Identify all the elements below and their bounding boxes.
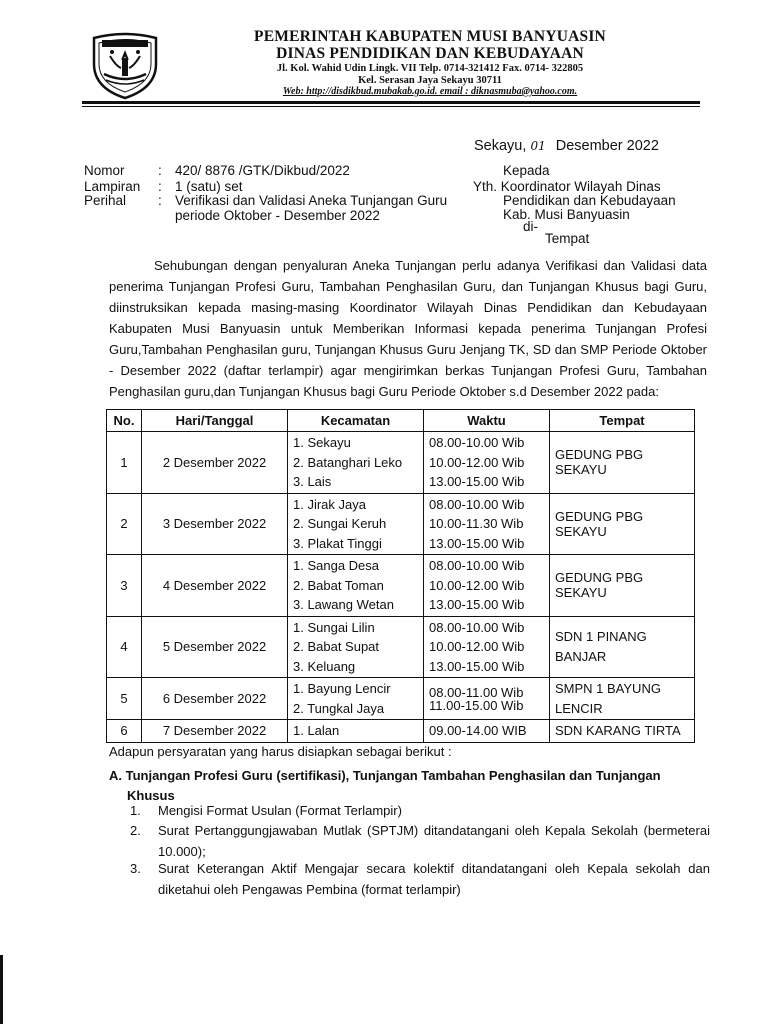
cell-tempat xyxy=(550,678,695,720)
cell-tempat xyxy=(550,493,695,555)
cell-kecamatan xyxy=(288,493,424,555)
cell-day: 3 Desember 2022 xyxy=(142,493,288,555)
cell-day: 6 Desember 2022 xyxy=(142,678,288,720)
requirement-text: Mengisi Format Usulan (Format Terlampir) xyxy=(158,803,402,818)
cell-no: 3 xyxy=(107,555,142,617)
waktu-item: 10.00-12.00 Wib xyxy=(429,577,525,593)
cell-day: 4 Desember 2022 xyxy=(142,555,288,617)
section-a-line2: Khusus xyxy=(127,788,175,803)
recipient-line2: Pendidikan dan Kebudayaan xyxy=(503,193,676,208)
kecamatan-item: 2. Babat Toman xyxy=(293,577,384,593)
meta-label-perihal: Perihal xyxy=(84,193,127,208)
waktu-item: 08.00-10.00 Wib xyxy=(429,619,525,635)
letterhead-address: Jl. Kol. Wahid Udin Lingk. VII Telp. 0714-321412 Fax. 0714- 322805 xyxy=(276,63,584,74)
kecamatan-item: 1. Sekayu xyxy=(293,435,351,450)
col-header-waktu: Waktu xyxy=(424,410,550,432)
letter-date xyxy=(474,138,659,154)
waktu-item: 08.00-10.00 Wib xyxy=(429,435,525,450)
letterhead-rule-thin xyxy=(82,106,700,107)
col-header-no: No. xyxy=(107,410,142,432)
cell-no: 2 xyxy=(107,493,142,555)
kecamatan-item: 3. Plakat Tinggi xyxy=(293,535,382,551)
cell-kecamatan xyxy=(288,555,424,617)
requirement-item xyxy=(130,858,710,900)
waktu-item: 08.00-10.00 Wib xyxy=(429,558,525,573)
waktu-item: 13.00-15.00 Wib xyxy=(429,597,525,612)
letterhead-department: DINAS PENDIDIKAN DAN KEBUDAYAAN xyxy=(276,45,584,62)
kecamatan-item: 3. Lawang Wetan xyxy=(293,597,394,612)
letterhead-rule xyxy=(82,101,700,104)
cell-day: 7 Desember 2022 xyxy=(142,720,288,743)
regional-emblem-icon xyxy=(88,30,162,100)
cell-day: 2 Desember 2022 xyxy=(142,432,288,494)
col-header-tempat: Tempat xyxy=(550,410,695,432)
date-day: 01 xyxy=(530,139,546,153)
cell-waktu xyxy=(424,555,550,617)
section-a-line1: A. Tunjangan Profesi Guru (sertifikasi), Tunjangan Tambahan Penghasilan dan Tunjangan xyxy=(109,768,661,783)
kecamatan-item: 1. Jirak Jaya xyxy=(293,496,366,512)
meta-colon: : xyxy=(158,193,162,208)
kecamatan-item: 1. Lalan xyxy=(293,723,340,738)
cell-waktu xyxy=(424,493,550,555)
meta-label-nomor: Nomor xyxy=(84,163,125,178)
kecamatan-item: 1. Bayung Lencir xyxy=(293,681,391,696)
cell-tempat xyxy=(550,720,695,743)
kecamatan-item: 2. Tungkal Jaya xyxy=(293,700,385,716)
body-paragraph-text: Sehubungan dengan penyaluran Aneka Tunjangan perlu adanya Verifikasi dan Validasi data penerima Tunjangan Profesi Guru, Tambahan Penghasilan Guru, dan Tunjangan Khusus bagi Guru, diinstruksikan kepada masing-masing Koordinator Wilayah Dinas Pendidikan dan Kebudayaan Kabupaten Musi Banyuasin untuk Memberikan Informasi kepada penerima Tunjangan Profesi Guru,Tambahan Penghasilan guru, Tunjangan Khusus Guru Jenjang TK, SD dan SMP Periode Oktober - Desember 2022 (daftar terlampir) agar mengirimkan berkas Tunjangan Profesi Guru, Tambahan Penghasilan guru,dan Tunjangan Khusus bagi Guru Periode Oktober s.d Desember 2022 pada: xyxy=(109,258,707,399)
requirements-intro: Adapun persyaratan yang harus disiapkan sebagai berikut : xyxy=(109,744,452,759)
cell-kecamatan xyxy=(288,432,424,494)
table-row xyxy=(107,720,695,743)
schedule-table xyxy=(106,409,695,743)
meta-value-nomor: 420/ 8876 /GTK/Dikbud/2022 xyxy=(175,163,350,178)
letterhead-web-link[interactable]: Web: http://disdikbud.mubakab.go.id. email : diknasmuba@yahoo.com. xyxy=(282,86,578,97)
meta-value-perihal: Verifikasi dan Validasi Aneka Tunjangan Guru xyxy=(175,193,448,208)
requirement-item xyxy=(130,800,710,821)
meta-colon: : xyxy=(158,163,162,178)
table-row xyxy=(107,616,695,678)
table-row xyxy=(107,555,695,617)
requirement-number: 3. xyxy=(130,861,141,876)
cell-waktu xyxy=(424,678,550,720)
waktu-item: 08.00-11.00 Wib xyxy=(429,684,524,700)
col-header-day: Hari/Tanggal xyxy=(142,410,288,432)
cell-no: 4 xyxy=(107,616,142,678)
waktu-item: 13.00-15.00 Wib xyxy=(429,474,525,489)
kecamatan-item: 2. Babat Supat xyxy=(293,639,380,654)
body-paragraph xyxy=(109,255,707,402)
waktu-item: 10.00-12.00 Wib xyxy=(429,639,525,654)
cell-kecamatan xyxy=(288,720,424,743)
kecamatan-item: 3. Keluang xyxy=(293,658,356,674)
tempat-line: GEDUNG PBG SEKAYU xyxy=(555,447,644,478)
cell-day: 5 Desember 2022 xyxy=(142,616,288,678)
cell-no: 6 xyxy=(107,720,142,743)
requirement-number: 1. xyxy=(130,803,141,818)
cell-kecamatan xyxy=(288,678,424,720)
col-header-kecamatan: Kecamatan xyxy=(288,410,424,432)
letterhead-government: PEMERINTAH KABUPATEN MUSI BANYUASIN xyxy=(254,28,606,45)
waktu-item: 10.00-11.30 Wib xyxy=(429,516,524,531)
tempat-line: BANJAR xyxy=(555,648,607,664)
requirement-number: 2. xyxy=(130,823,141,838)
recipient-kepada: Kepada xyxy=(503,163,550,178)
recipient-line4: di- xyxy=(523,219,539,234)
cell-kecamatan xyxy=(288,616,424,678)
waktu-item: 11.00-15.00 Wib xyxy=(429,697,524,713)
kecamatan-item: 1. Sanga Desa xyxy=(293,558,380,573)
cell-no: 5 xyxy=(107,678,142,720)
cell-no: 1 xyxy=(107,432,142,494)
table-header-row xyxy=(107,410,695,432)
meta-value-lampiran: 1 (satu) set xyxy=(175,179,243,194)
waktu-item: 13.00-15.00 Wib xyxy=(429,535,525,551)
requirement-text: Surat Keterangan Aktif Mengajar secara kolektif ditandatangani oleh Kepala sekolah dan diketahui oleh Pengawas Pembina (format terlampir) xyxy=(158,861,710,897)
tempat-line: SDN 1 PINANG xyxy=(555,629,647,645)
cell-waktu xyxy=(424,616,550,678)
waktu-item: 09.00-14.00 WIB xyxy=(429,723,527,738)
waktu-item: 10.00-12.00 Wib xyxy=(429,454,525,470)
kecamatan-item: 3. Lais xyxy=(293,474,332,489)
date-place: Sekayu, xyxy=(474,138,527,154)
letterhead-kelurahan: Kel. Serasan Jaya Sekayu 30711 xyxy=(358,75,502,86)
recipient-line5: Tempat xyxy=(545,231,590,246)
meta-label-lampiran: Lampiran xyxy=(84,179,141,194)
table-row xyxy=(107,678,695,720)
waktu-item: 13.00-15.00 Wib xyxy=(429,658,525,674)
table-row xyxy=(107,493,695,555)
kecamatan-item: 2. Sungai Keruh xyxy=(293,516,387,531)
kecamatan-item: 2. Batanghari Leko xyxy=(293,454,403,470)
recipient-line3: Kab. Musi Banyuasin xyxy=(503,207,630,222)
requirement-text: Surat Pertanggungjawaban Mutlak (SPTJM) ditandatangani oleh Kepala Sekolah (bermeterai 10.000); xyxy=(158,823,710,859)
meta-value-perihal-2: periode Oktober - Desember 2022 xyxy=(175,208,380,223)
requirement-item xyxy=(130,820,710,862)
date-month-year: Desember 2022 xyxy=(555,138,659,154)
cell-waktu xyxy=(424,432,550,494)
cell-waktu xyxy=(424,720,550,743)
cell-tempat xyxy=(550,555,695,617)
tempat-line: LENCIR xyxy=(555,700,603,716)
tempat-line: GEDUNG PBG SEKAYU xyxy=(555,570,644,601)
tempat-line: GEDUNG PBG SEKAYU xyxy=(555,508,644,539)
tempat-line: SMPN 1 BAYUNG xyxy=(555,681,661,696)
scan-edge-mark xyxy=(0,955,3,1024)
waktu-item: 08.00-10.00 Wib xyxy=(429,496,525,512)
table-row xyxy=(107,432,695,494)
kecamatan-item: 1. Sungai Lilin xyxy=(293,619,375,635)
tempat-line: SDN KARANG TIRTA xyxy=(555,723,681,738)
cell-tempat xyxy=(550,432,695,494)
meta-colon: : xyxy=(158,179,162,194)
recipient-line1: Yth. Koordinator Wilayah Dinas xyxy=(473,179,661,194)
cell-tempat xyxy=(550,616,695,678)
